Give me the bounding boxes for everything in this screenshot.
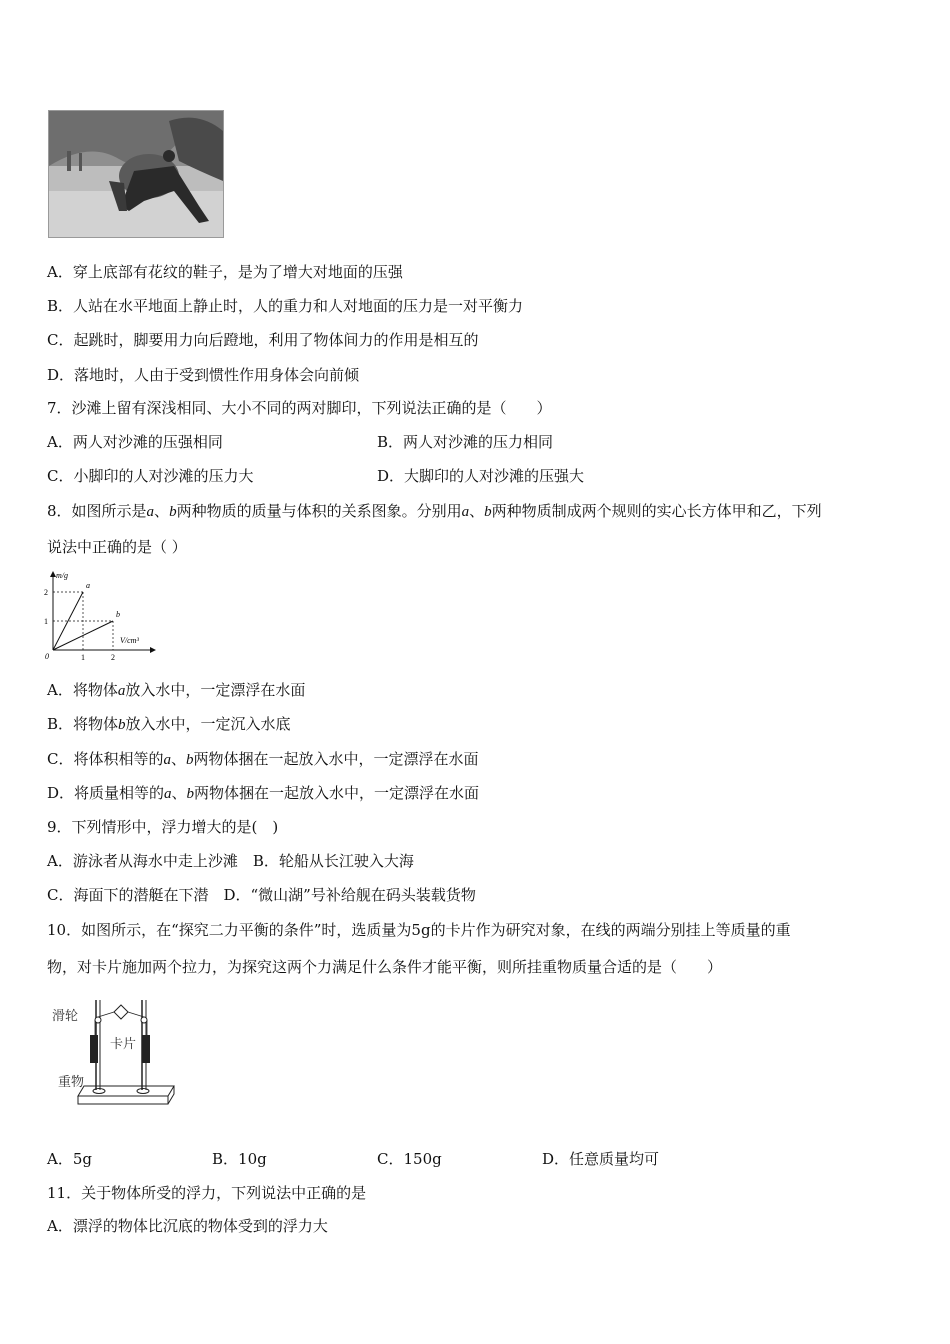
- q7-option-d: D．大脚印的人对沙滩的压强大: [377, 467, 585, 485]
- q10-option-a: A．5g: [47, 1150, 92, 1168]
- q8-var-a-2: a: [461, 504, 470, 520]
- series-label-b: b: [116, 610, 120, 619]
- left-weight: [90, 1035, 98, 1063]
- q8-sep: 、: [154, 502, 170, 520]
- label-card: 卡片: [110, 1037, 137, 1052]
- apparatus-svg: [50, 990, 180, 1120]
- mass-volume-svg: [40, 566, 160, 666]
- q10-option-c: C．150g: [377, 1150, 442, 1168]
- q9-stem: 9．下列情形中，浮力增大的是( ): [47, 818, 279, 836]
- mass-volume-graph: [40, 566, 160, 666]
- apparatus-base: [78, 1086, 174, 1096]
- q7-option-b: B．两人对沙滩的压力相同: [377, 433, 554, 451]
- q8-var-a: a: [146, 504, 155, 520]
- q6-option-c: C．起跳时，脚要用力向后蹬地，利用了物体间力的作用是相互的: [47, 331, 479, 349]
- q8-stem-part1: 8．如图所示是: [47, 502, 147, 520]
- series-label-a: a: [86, 581, 90, 590]
- q6-option-d: D．落地时，人由于受到惯性作用身体会向前倾: [47, 366, 360, 384]
- label-weight: 重物: [58, 1075, 85, 1090]
- long-jump-photo-art: [49, 111, 223, 237]
- q8-option-d: D．将质量相等的a、b两物体捆在一起放入水中，一定漂浮在水面: [47, 784, 480, 802]
- q8-stem-line2: 说法中正确的是（ ）: [47, 538, 187, 556]
- q9-options-line2: C．海面下的潜艇在下潜 D．“微山湖”号补给舰在码头装载货物: [47, 886, 476, 904]
- y-axis-label: m/g: [56, 571, 68, 580]
- q8-opt-a-var: a: [117, 683, 126, 699]
- x-tick-label: 2: [111, 653, 115, 662]
- q10-stem-line2: 物，对卡片施加两个拉力，为探究这两个力满足什么条件才能平衡，则所挂重物质量合适的是（ ）: [47, 958, 723, 976]
- right-weight: [142, 1035, 150, 1063]
- q9-options-line1: A．游泳者从海水中走上沙滩 B．轮船从长江驶入大海: [47, 852, 414, 870]
- y-tick-label: 2: [44, 588, 48, 597]
- q10-stem-line1: 10．如图所示，在“探究二力平衡的条件”时，选质量为5g的卡片作为研究对象，在线的两端分别挂上等质量的重: [47, 921, 791, 939]
- q6-option-a: A．穿上底部有花纹的鞋子，是为了增大对地面的压强: [47, 263, 403, 281]
- q7-option-a: A．两人对沙滩的压强相同: [47, 433, 223, 451]
- label-pulley: 滑轮: [52, 1009, 79, 1024]
- q7-stem: 7．沙滩上留有深浅相同、大小不同的两对脚印，下列说法正确的是（ ）: [47, 399, 552, 417]
- q7-option-c: C．小脚印的人对沙滩的压力大: [47, 467, 254, 485]
- q11-option-a: A．漂浮的物体比沉底的物体受到的浮力大: [47, 1217, 328, 1235]
- q8-option-a: A．将物体a放入水中，一定漂浮在水面: [47, 681, 306, 699]
- q8-opt-b-var: b: [118, 717, 126, 733]
- q8-stem-line1: [47, 501, 822, 522]
- q8-sep-2: 、: [469, 502, 485, 520]
- q8-option-b: B．将物体b放入水中，一定沉入水底: [47, 715, 291, 733]
- q8-stem-part2: 两种物质的质量与体积的关系图象。分别用: [176, 502, 462, 520]
- x-axis-label: V/cm³: [120, 636, 139, 645]
- q8-option-c: C．将体积相等的a、b两物体捆在一起放入水中，一定漂浮在水面: [47, 750, 479, 768]
- q8-var-b-2: b: [484, 504, 492, 520]
- card: [114, 1005, 128, 1019]
- q11-stem: 11．关于物体所受的浮力，下列说法中正确的是: [47, 1184, 367, 1202]
- right-pulley: [141, 1017, 147, 1023]
- origin-label: 0: [45, 652, 49, 661]
- two-force-balance-apparatus: [50, 990, 180, 1120]
- q10-option-b: B．10g: [212, 1150, 267, 1168]
- q10-option-d: D．任意质量均可: [542, 1150, 660, 1168]
- left-pulley: [95, 1017, 101, 1023]
- x-tick-label: 1: [81, 653, 85, 662]
- q6-option-b: B．人站在水平地面上静止时，人的重力和人对地面的压力是一对平衡力: [47, 297, 524, 315]
- q8-var-b: b: [169, 504, 177, 520]
- y-tick-label: 1: [44, 617, 48, 626]
- long-jump-photo: [48, 110, 224, 238]
- q8-stem-part3: 两种物质制成两个规则的实心长方体甲和乙，下列: [491, 502, 822, 520]
